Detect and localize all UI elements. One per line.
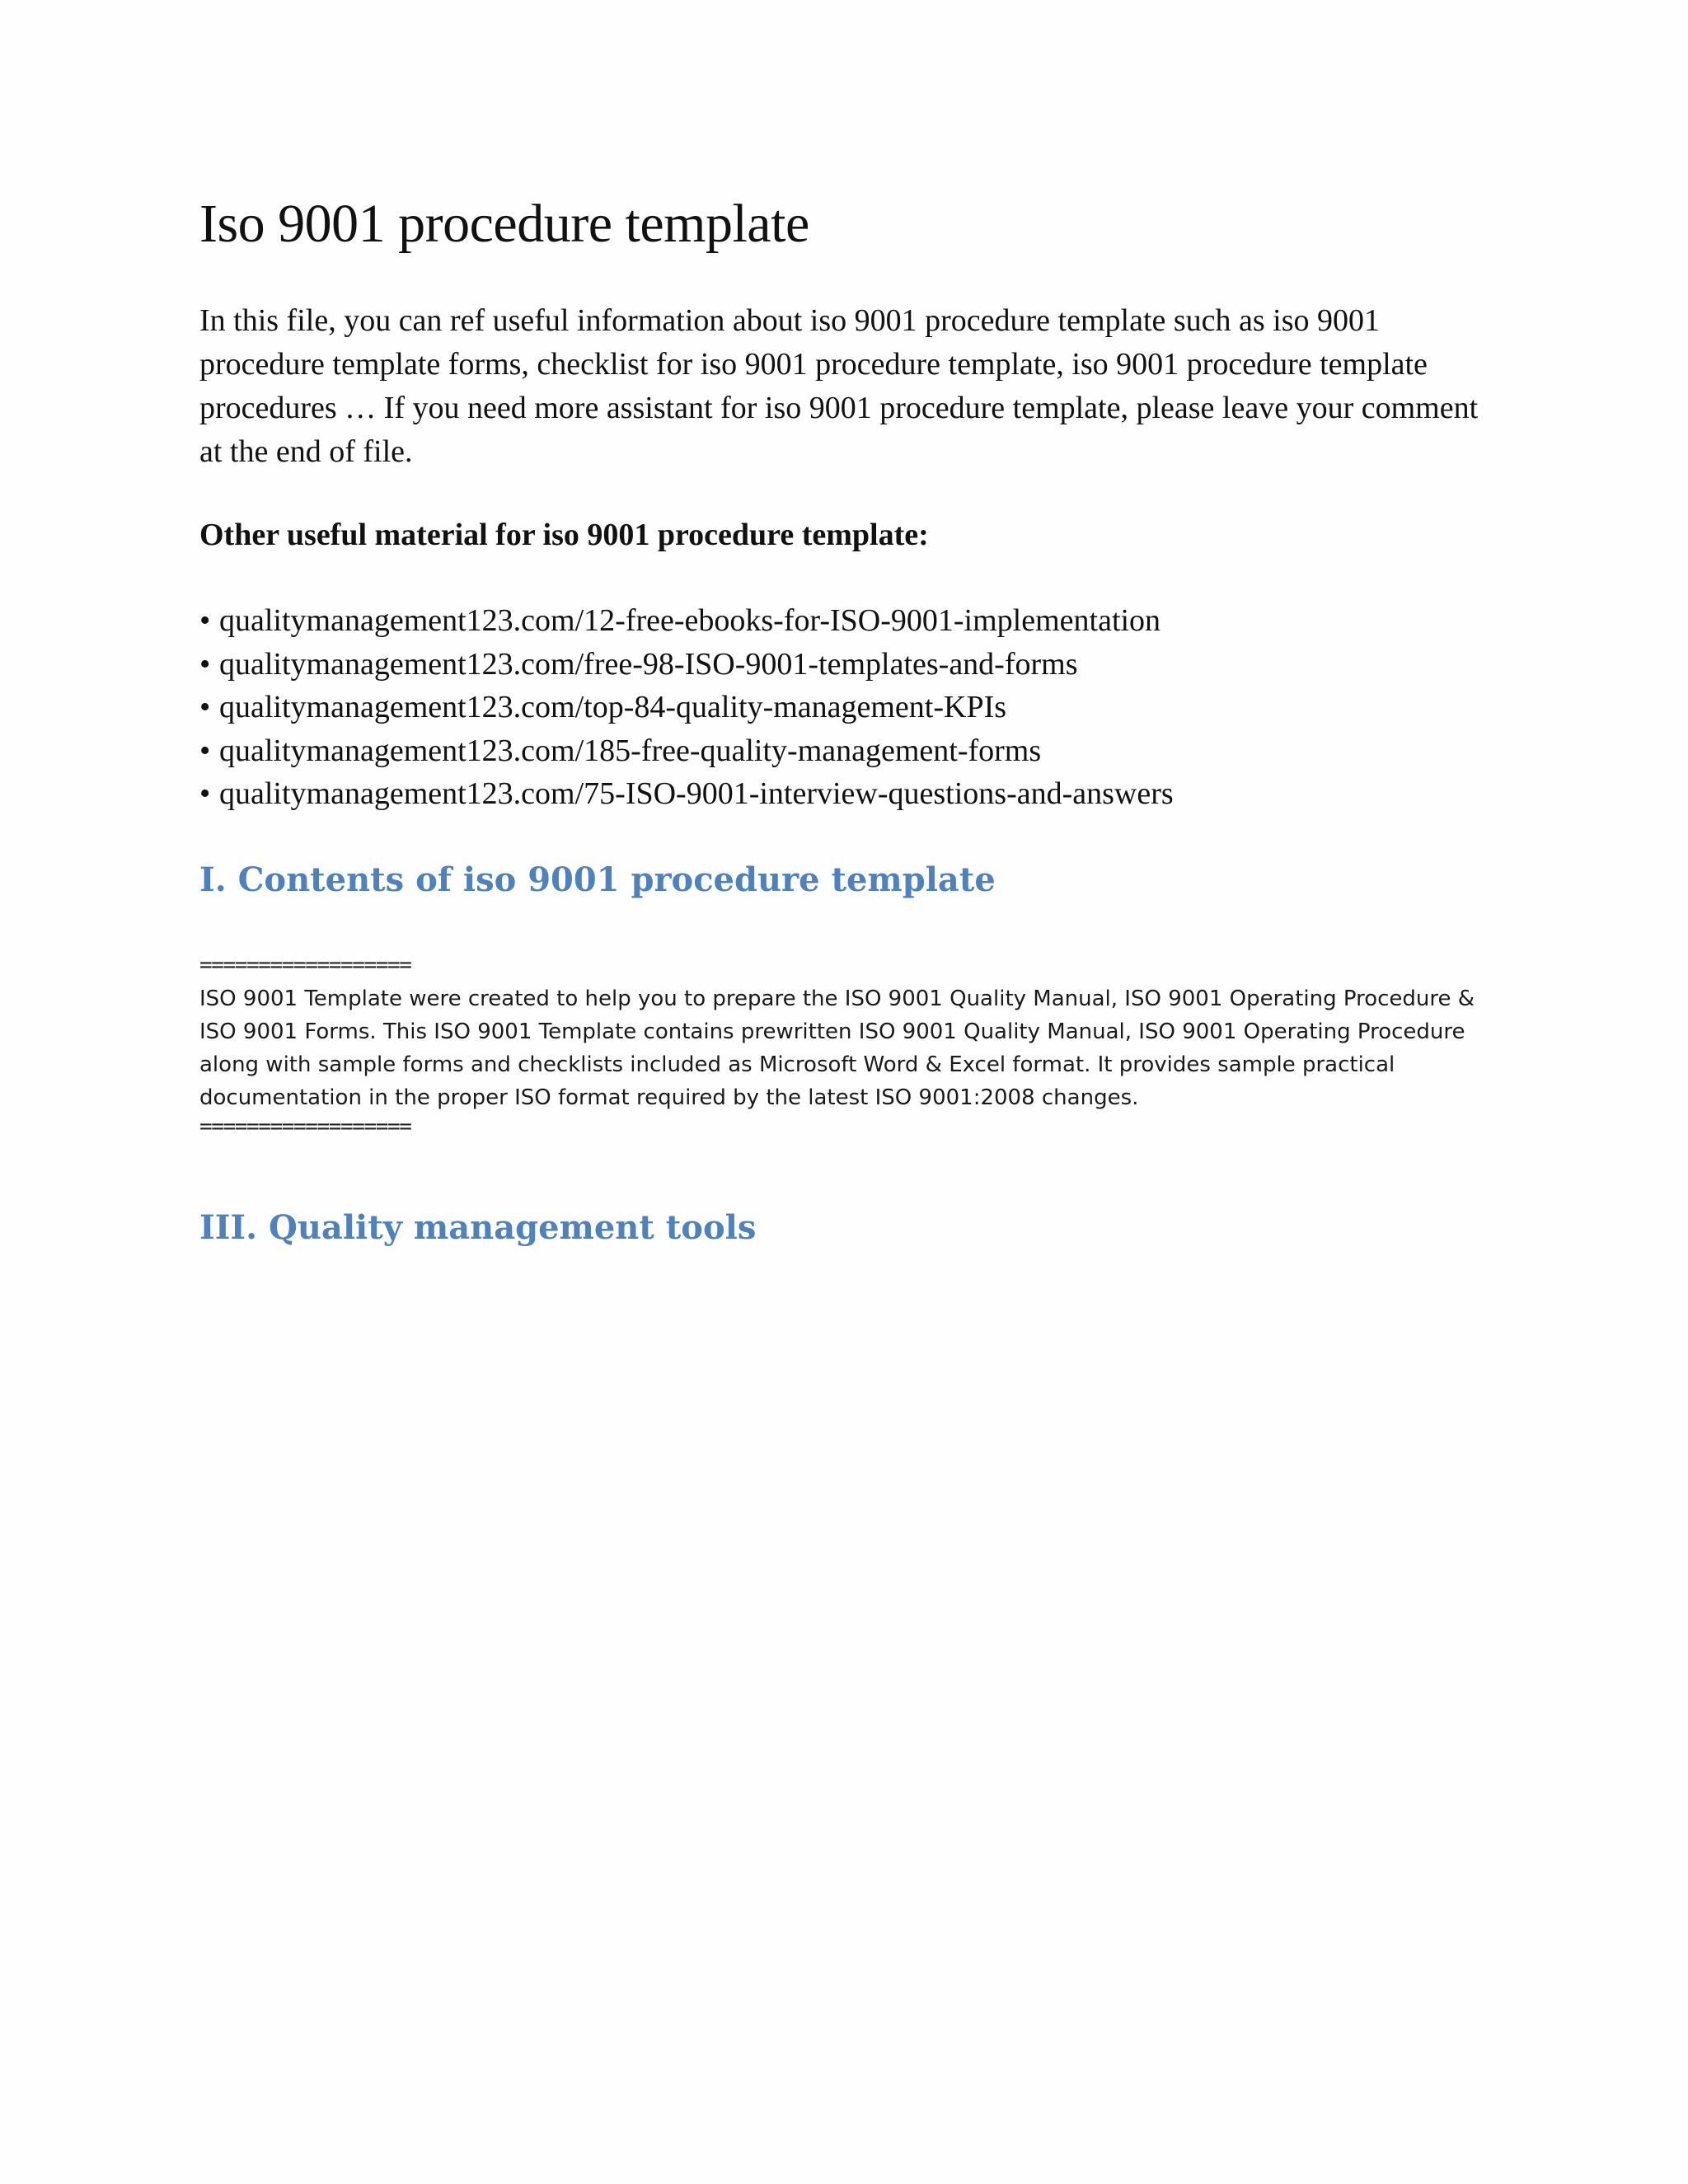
document-content: [199, 191, 1502, 1251]
link-text[interactable]: qualitymanagement123.com/75-ISO-9001-interview-questions-and-answers: [219, 776, 1174, 812]
divider-rule-bottom: ==================: [199, 1113, 411, 1139]
other-material-heading: Other useful material for iso 9001 procedure template:: [199, 518, 929, 553]
link-text[interactable]: qualitymanagement123.com/185-free-quality-management-forms: [219, 733, 1042, 768]
list-item: [199, 729, 1502, 773]
list-item: [199, 643, 1502, 687]
link-text[interactable]: qualitymanagement123.com/top-84-quality-management-KPIs: [219, 690, 1007, 725]
list-item: [199, 599, 1502, 643]
intro-paragraph: In this file, you can ref useful information about iso 9001 procedure template such as iso 9001 procedure template forms, checklist for iso 9001 procedure template, iso 9001 procedure template procedures … If you need more assistant for iso 9001 procedure template, please leave your comment at the end of file.: [199, 303, 1479, 470]
link-text[interactable]: qualitymanagement123.com/free-98-ISO-9001-templates-and-forms: [219, 646, 1078, 682]
section-heading-quality-tools: III. Quality management tools: [199, 1207, 757, 1247]
document-title: Iso 9001 procedure template: [199, 194, 809, 254]
useful-links-list: [199, 599, 1502, 816]
list-item: [199, 686, 1502, 729]
link-text[interactable]: qualitymanagement123.com/12-free-ebooks-for-ISO-9001-implementation: [219, 603, 1161, 639]
bullet-icon: •: [199, 646, 211, 682]
list-item: [199, 772, 1502, 816]
bullet-icon: •: [199, 776, 211, 812]
bullet-icon: •: [199, 603, 211, 639]
bullet-icon: •: [199, 733, 211, 768]
section-heading-contents: I. Contents of iso 9001 procedure template: [199, 860, 996, 899]
bullet-icon: •: [199, 690, 211, 725]
divider-rule-top: ==================: [199, 952, 411, 977]
contents-paragraph: ISO 9001 Template were created to help you to prepare the ISO 9001 Quality Manual, ISO 9001 Operating Procedure & ISO 9001 Forms. This ISO 9001 Template contains prewritten ISO 9001 Quality Manual, ISO 9001 Operating Procedure along with sample forms and checklists included as Microsoft Word & Excel format. It provides sample practical documentation in the proper ISO format required by the latest ISO 9001:2008 changes.: [199, 986, 1475, 1110]
